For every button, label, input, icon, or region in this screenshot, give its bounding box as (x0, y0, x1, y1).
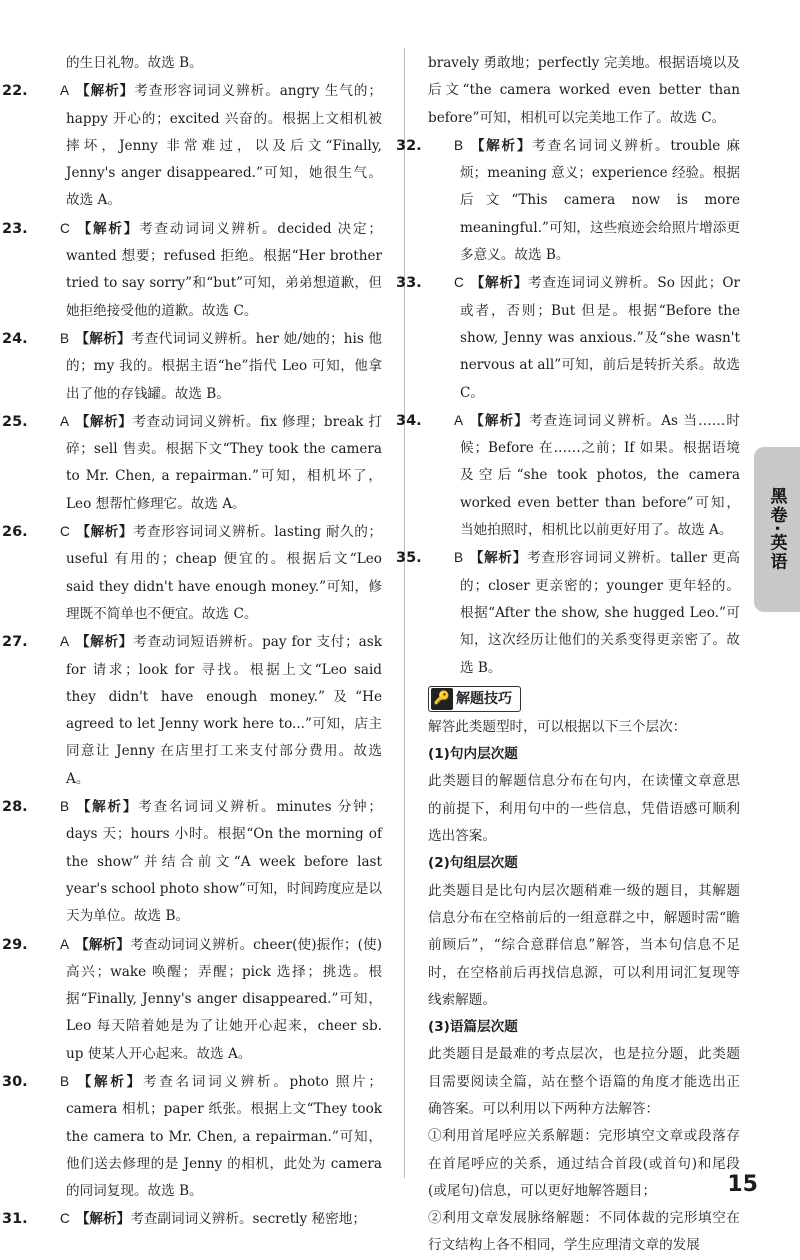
answer-item (2, 408, 383, 518)
answer-item (396, 269, 740, 406)
question-number: 35. (396, 550, 422, 567)
analysis-tag: 【解析】 (469, 275, 529, 292)
answer-letter: B (60, 1073, 70, 1089)
answer-letter: A (60, 936, 70, 952)
level-text: 此类题目是最难的考点层次，也是拉分题，此类题目需要阅读全篇，站在整个语篇的角度才能选出正确答案。可以利用以下两种方法解答： (428, 1046, 740, 1117)
analysis-text: 考查代词词义辨析。her 她/她的；his 他的；my 我的。根据主语“he”指代 Leo 可知，他拿出了他的存钱罐。故选 B。 (66, 330, 382, 402)
skills-heading-label: 解题技巧 (456, 690, 512, 707)
analysis-tag: 【解析】 (75, 1073, 143, 1090)
analysis-tag: 【解析】 (75, 524, 133, 541)
level-text: 此类题目是比句内层次题稍难一级的题目，其解题信息分布在空格前后的一组意群之中，解题时需“瞻前顾后”，“综合意群信息”解答，当本句信息不足时，在空格前后再找信息源，可以利用词汇复现等线索解题。 (428, 882, 740, 1008)
answer-item (2, 215, 383, 325)
question-number: 28. (2, 799, 28, 816)
analysis-tag: 【解析】 (75, 1211, 131, 1228)
column-divider (404, 48, 405, 1178)
question-number: 29. (2, 936, 28, 953)
analysis-text: 考查动词词义辨析。decided 决定；wanted 想要；refused 拒绝。根据“Her brother tried to say sorry”和“but”可知，弟弟想道歉，但她拒绝接受他的道歉。故选 C。 (66, 220, 383, 319)
skills-heading (428, 686, 521, 712)
analysis-tag: 【解析】 (75, 634, 134, 651)
subject-side-tab-label: 黑卷·英语 (766, 487, 787, 572)
answer-letter: C (60, 220, 70, 236)
answer-letter: A (60, 634, 70, 650)
analysis-text: 考查形容词词义辨析。taller 更高的；closer 更亲密的；younger 更年轻的。根据“After the show, she hugged Leo.”可知，这次经历让他们的关系变得更亲密了。故选 B。 (460, 550, 740, 676)
answer-letter: C (60, 1211, 70, 1227)
level-title: (3)语篇层次题 (428, 1019, 518, 1036)
answer-letter: B (454, 550, 464, 566)
question-number: 31. (2, 1211, 28, 1228)
answer-letter: A (454, 412, 464, 428)
answer-letter: B (60, 330, 70, 346)
question-number: 34. (396, 412, 422, 429)
answer-item (396, 132, 740, 269)
analysis-text: 考查动词词义辨析。fix 修理；break 打碎；sell 售卖。根据下文“They took the camera to Mr. Chen, a repairman.”可知，相机坏了，Leo 想帮忙修理它。故选 A。 (66, 413, 383, 512)
question-number: 27. (2, 634, 28, 651)
analysis-tag: 【解析】 (75, 936, 130, 953)
question-number: 33. (396, 275, 422, 292)
skill-levels (428, 741, 740, 1123)
analysis-tag: 【解析】 (75, 330, 131, 347)
skill-methods (428, 1123, 740, 1259)
right-answer-list (396, 132, 741, 682)
analysis-text: 考查连词词义辨析。So 因此；Or 或者，否则；But 但是。根据“Before the show, Jenny was anxious.”及“she wasn't nervous at all”可知，前后是转折关系。故选 C。 (460, 275, 740, 401)
analysis-text: 考查名词词义辨析。trouble 麻烦；meaning 意义；experience 经验。根据后文“This camera now is more meaningful.”可知，这些痕迹会给照片增添更多意义。故选 B。 (460, 137, 740, 264)
analysis-text: 考查形容词词义辨析。lasting 耐久的；useful 有用的；cheap 便宜的。根据后文“Leo said they didn't have enough money.”可知，修理既不简单也不便宜。故选 C。 (66, 524, 383, 622)
answer-item (2, 325, 382, 408)
method-text: ②利用文章发展脉络解题：不同体裁的完形填空在行文结构上各不相同，学生应理清文章的发展 (428, 1210, 740, 1254)
answer-letter: A (60, 413, 70, 429)
method-text: ①利用首尾呼应关系解题：完形填空文章或段落存在首尾呼应的关系，通过结合首段(或首句)和尾段(或尾句)信息，可以更好地解答题目； (428, 1128, 740, 1199)
answer-item (396, 407, 741, 544)
key-icon: 🔑 (431, 688, 453, 710)
question-number: 32. (396, 137, 422, 154)
skills-intro: 解答此类题型时，可以根据以下三个层次： (428, 718, 687, 735)
answer-letter: A (60, 83, 70, 99)
answer-item (2, 1068, 383, 1205)
level-title: (1)句内层次题 (428, 746, 518, 763)
analysis-text: 考查名词词义辨析。minutes 分钟；days 天；hours 小时。根据“On the morning of the show”并结合前文“A week before last year's school photo show”可知，时间跨度应是以天为单位。故选 B。 (66, 799, 383, 925)
analysis-text: 考查连词词义辨析。As 当……时候；Before 在……之前；If 如果。根据语境及空后“she took photos, the camera worked even better than before”可知，当她拍照时，相机比以前更好用了。故选 A。 (460, 412, 741, 539)
question-number: 24. (2, 330, 28, 347)
analysis-tag: 【解析】 (469, 412, 529, 429)
answer-item (2, 628, 382, 793)
analysis-tag: 【解析】 (469, 550, 528, 567)
answer-letter: B (454, 137, 464, 153)
analysis-tag: 【解析】 (75, 83, 135, 100)
answer-letter: B (60, 799, 70, 815)
answer-letter: C (454, 275, 464, 291)
answer-item (396, 544, 740, 681)
left-answer-list (2, 77, 383, 1233)
continued-text: bravely 勇敢地；perfectly 完美地。根据语境以及后文“the camera worked even better than before”可知，相机可以完美地工作了。故选 C。 (428, 55, 740, 126)
analysis-text: 考查动词短语辨析。pay for 支付；ask for 请求；look for 寻找。根据上文“Leo said they didn't have enough money.”及“He agreed to let Jenny work here to...”可知，店主同意让 Jenny 在店里打工来支付部分费用。故选 A。 (66, 634, 382, 787)
question-number: 26. (2, 524, 28, 541)
analysis-tag: 【解析】 (469, 137, 533, 154)
answer-letter: C (60, 524, 70, 540)
subject-side-tab (754, 447, 800, 612)
analysis-text: 考查形容词词义辨析。angry 生气的；happy 开心的；excited 兴奋的。根据上文相机被摔坏，Jenny 非常难过，以及后文“Finally, Jenny's anger disappeared.”可知，她很生气。故选 A。 (66, 83, 383, 209)
level-title: (2)句组层次题 (428, 855, 518, 872)
question-number: 30. (2, 1073, 28, 1090)
left-column (2, 50, 383, 1234)
answer-item (2, 931, 383, 1068)
answer-item (2, 793, 383, 930)
answer-item (2, 518, 383, 628)
page-number: 15 (727, 1172, 758, 1197)
level-text: 此类题目的解题信息分布在句内，在读懂文章意思的前提下，利用句中的一些信息，凭借语感可顺利选出答案。 (428, 773, 740, 845)
analysis-tag: 【解析】 (75, 413, 133, 430)
analysis-text: 考查名词词义辨析。photo 照片；camera 相机；paper 纸张。根据上文“They took the camera to Mr. Chen, a repairman.”可知，他们送去修理的是 Jenny 的相机，此处为 camera 的同词复现。故选 B。 (66, 1073, 383, 1200)
analysis-text: 考查动词词义辨析。cheer(使)振作；(使)高兴；wake 唤醒；弄醒；pick 选择；挑选。根据“Finally, Jenny's anger disappeared.”可知，Leo 每天陪着她是为了让她开心起来，cheer sb. up 使某人开心起来。故选 A。 (66, 936, 383, 1062)
right-column (396, 50, 741, 1260)
question-number: 25. (2, 413, 28, 430)
analysis-tag: 【解析】 (75, 220, 140, 237)
question-number: 23. (2, 220, 28, 237)
continued-text: 的生日礼物。故选 B。 (66, 55, 203, 71)
answer-item (2, 77, 383, 214)
analysis-tag: 【解析】 (75, 799, 139, 816)
analysis-text: 考查副词词义辨析。secretly 秘密地； (130, 1211, 366, 1228)
question-number: 22. (2, 83, 28, 100)
